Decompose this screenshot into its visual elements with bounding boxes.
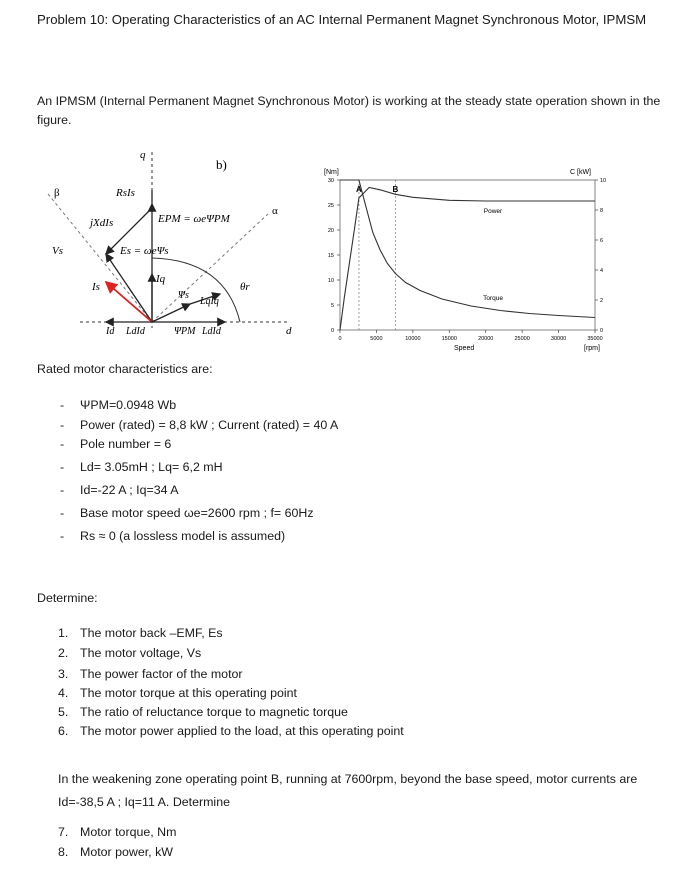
- x-tick-label: 35000: [587, 336, 603, 342]
- question-item: 2. The motor voltage, Vs: [58, 646, 202, 660]
- marker-label-A: A: [356, 185, 362, 194]
- y-left-tick-label: 5: [330, 303, 334, 309]
- question-item: 1. The motor back –EMF, Es: [58, 626, 223, 640]
- y-left-tick-label: 30: [327, 178, 334, 184]
- is-label: Is: [92, 281, 100, 293]
- vs-label: Vs: [52, 245, 63, 257]
- phasor-diagram: [40, 142, 310, 342]
- id-label: Id: [106, 326, 115, 337]
- y-right-tick-label: 0: [600, 328, 604, 334]
- x-tick-label: 25000: [514, 336, 530, 342]
- intro-paragraph: An IPMSM (Internal Permanent Magnet Synchronous Motor) is working at the steady state operation shown in the figure.: [37, 94, 661, 127]
- y-left-unit: [Nm]: [324, 169, 339, 176]
- y-right-unit: C [kW]: [570, 169, 591, 176]
- rated-heading: Rated motor characteristics are:: [37, 362, 213, 376]
- ldid-right-label: LdId: [202, 326, 221, 337]
- y-left-tick-label: 0: [330, 328, 334, 334]
- x-tick-label: 5000: [370, 336, 383, 342]
- question-item: 4. The motor torque at this operating point: [58, 686, 297, 700]
- y-right-tick-label: 6: [600, 238, 604, 244]
- q-label: q: [140, 149, 146, 161]
- theta-label: θr: [240, 281, 250, 293]
- series-label-power: Power: [483, 208, 503, 215]
- psipm-label: ΨPM: [174, 326, 196, 337]
- theta-arc: [152, 258, 240, 322]
- weakening-paragraph: In the weakening zone operating point B, running at 7600rpm, beyond the base speed, motor currents are Id=-38,5 A ; Iq=11 A. Determine: [58, 772, 638, 809]
- es-label: Es = ωeΨs: [120, 245, 169, 257]
- y-right-tick-label: 8: [600, 208, 604, 214]
- rsis-label: RsIs: [116, 187, 135, 199]
- y-left-tick-label: 20: [327, 228, 334, 234]
- psis-vector: [152, 304, 190, 322]
- y-right-tick-label: 10: [600, 178, 607, 184]
- x-axis-label: Speed: [454, 345, 475, 352]
- y-left-tick-label: 25: [327, 203, 334, 209]
- question-item: 5. The ratio of reluctance torque to magnetic torque: [58, 705, 348, 719]
- plot-frame: [340, 180, 595, 330]
- characteristic-chart: [318, 160, 618, 355]
- question-item: 7. Motor torque, Nm: [58, 825, 177, 839]
- y-left-tick-label: 10: [327, 278, 334, 284]
- x-tick-label: 10000: [405, 336, 421, 342]
- series-label-torque: Torque: [483, 295, 503, 302]
- x-tick-label: 15000: [441, 336, 457, 342]
- determine-heading: Determine:: [37, 591, 98, 605]
- marker-label-B: B: [392, 185, 399, 194]
- x-tick-label: 20000: [478, 336, 494, 342]
- jxdis-label: jXdIs: [90, 217, 114, 229]
- x-tick-label: 0: [338, 336, 342, 342]
- alpha-label: α: [272, 205, 278, 217]
- iq-label: Iq: [156, 273, 166, 285]
- question-item: 3. The power factor of the motor: [58, 667, 243, 681]
- question-item: 6. The motor power applied to the load, at this operating point: [58, 724, 404, 738]
- page-title: Problem 10: Operating Characteristics of an AC Internal Permanent Magnet Synchronous Motor, IPMSM: [37, 12, 647, 27]
- y-right-tick-label: 4: [600, 268, 604, 274]
- ldid-left-label: LdId: [126, 326, 145, 337]
- d-label: d: [286, 325, 292, 337]
- y-right-tick-label: 2: [600, 298, 604, 304]
- question-item: 8. Motor power, kW: [58, 845, 173, 859]
- x-tick-label: 30000: [550, 336, 567, 342]
- lqiq-label: LqIq: [200, 296, 219, 307]
- figure-label-b: b): [216, 157, 227, 172]
- x-unit-label: [rpm]: [584, 345, 600, 352]
- epm-label: EPM = ωeΨPM: [158, 213, 230, 225]
- beta-label: β: [54, 187, 60, 199]
- y-left-tick-label: 15: [327, 253, 334, 259]
- beta-line: [48, 194, 152, 322]
- psis-label: Ψs: [178, 290, 189, 301]
